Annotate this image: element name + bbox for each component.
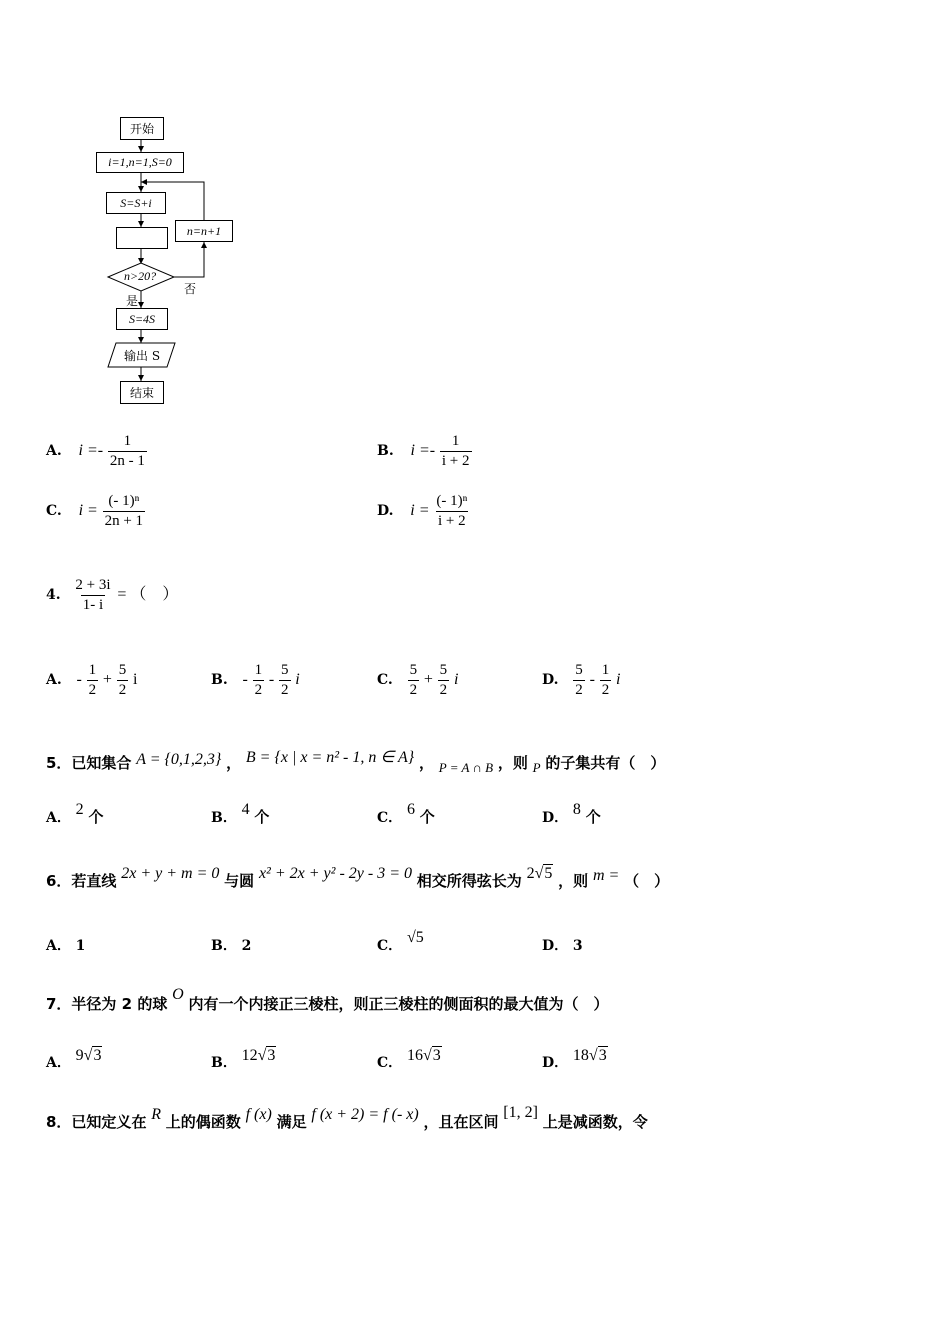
q7-stem: 7．半径为 2 的球 O 内有一个内接正三棱柱，则正三棱柱的侧面积的最大值为（ ） [46, 986, 609, 1013]
q3-option-c[interactable]: C. i = $\frac{\text{(- 1)ⁿ}}{2n + 1}$ [46, 493, 144, 529]
q8-stem: 8．已知定义在 R 上的偶函数 f (x) 满足 f (x + 2) = f (- x) ，且在区间 [1, 2] 上是减函数，令 [46, 1104, 648, 1131]
q7-option-a[interactable]: A． 9√3 [46, 1047, 102, 1071]
q7-option-d[interactable]: D． 18√3 [542, 1047, 607, 1071]
q4-option-a[interactable]: A. - $\frac{1}{2}$ + $\frac{5}{2}$ i [46, 662, 138, 698]
q5-option-c[interactable]: C． 6 个 [377, 801, 435, 826]
q6-stem: 6．若直线 2x + y + m = 0 与圆 x² + 2x + y² - 2y - 3 = 0 相交所得弦长为 2√5 ，则 m = （ ） [46, 865, 670, 890]
flow-no-label: 否 [184, 282, 197, 296]
q4-option-c[interactable]: C. $\frac{5}{2}$ + $\frac{5}{2}$ i [377, 662, 459, 698]
q6-option-c[interactable]: C． √5 [377, 929, 424, 954]
q4-option-b[interactable]: B. - $\frac{1}{2}$ - $\frac{5}{2}$ i [211, 662, 300, 698]
q7-option-b[interactable]: B． 12√3 [211, 1047, 276, 1071]
q3-option-d[interactable]: D. i = $\frac{\text{(- 1)ⁿ}}{i + 2}$ [377, 493, 468, 529]
flow-n-increment: n=n+1 [175, 220, 233, 242]
q3-option-a[interactable]: A. i =- $\frac{1}{2n - 1}$ [46, 433, 145, 469]
q4-stem: 4. $\frac{2 + 3i}{1- i}$ = （ ） [46, 577, 179, 613]
q6-option-b[interactable]: B． 2 [211, 938, 252, 954]
q5-option-a[interactable]: A． 2 个 [46, 801, 104, 826]
flow-decision-text: n>20? [124, 269, 157, 283]
q7-option-c[interactable]: C． 16√3 [377, 1047, 441, 1071]
q5-option-d[interactable]: D． 8 个 [542, 801, 601, 826]
flow-mul: S=4S [116, 308, 168, 330]
q5-option-b[interactable]: B． 4 个 [211, 801, 270, 826]
flow-sum: S=S+i [106, 192, 166, 214]
q6-option-d[interactable]: D． 3 [542, 938, 583, 954]
flow-blank [116, 227, 168, 249]
q4-option-d[interactable]: D. $\frac{5}{2}$ - $\frac{1}{2}$ i [542, 662, 621, 698]
q6-option-a[interactable]: A． 1 [46, 938, 86, 954]
q3-option-b[interactable]: B. i =- $\frac{1}{i + 2}$ [377, 433, 470, 469]
q5-stem: 5．已知集合 A = {0,1,2,3} ， B = {x | x = n² - 1, n ∈ A} ， P = A ∩ B ，则 P 的子集共有（ ） [46, 749, 666, 775]
flow-init: i=1,n=1,S=0 [96, 152, 184, 173]
flow-yes-label: 是 [126, 294, 139, 308]
flow-end: 结束 [120, 381, 164, 404]
flow-start: 开始 [120, 117, 164, 140]
flow-output: 输出 S [124, 349, 161, 363]
